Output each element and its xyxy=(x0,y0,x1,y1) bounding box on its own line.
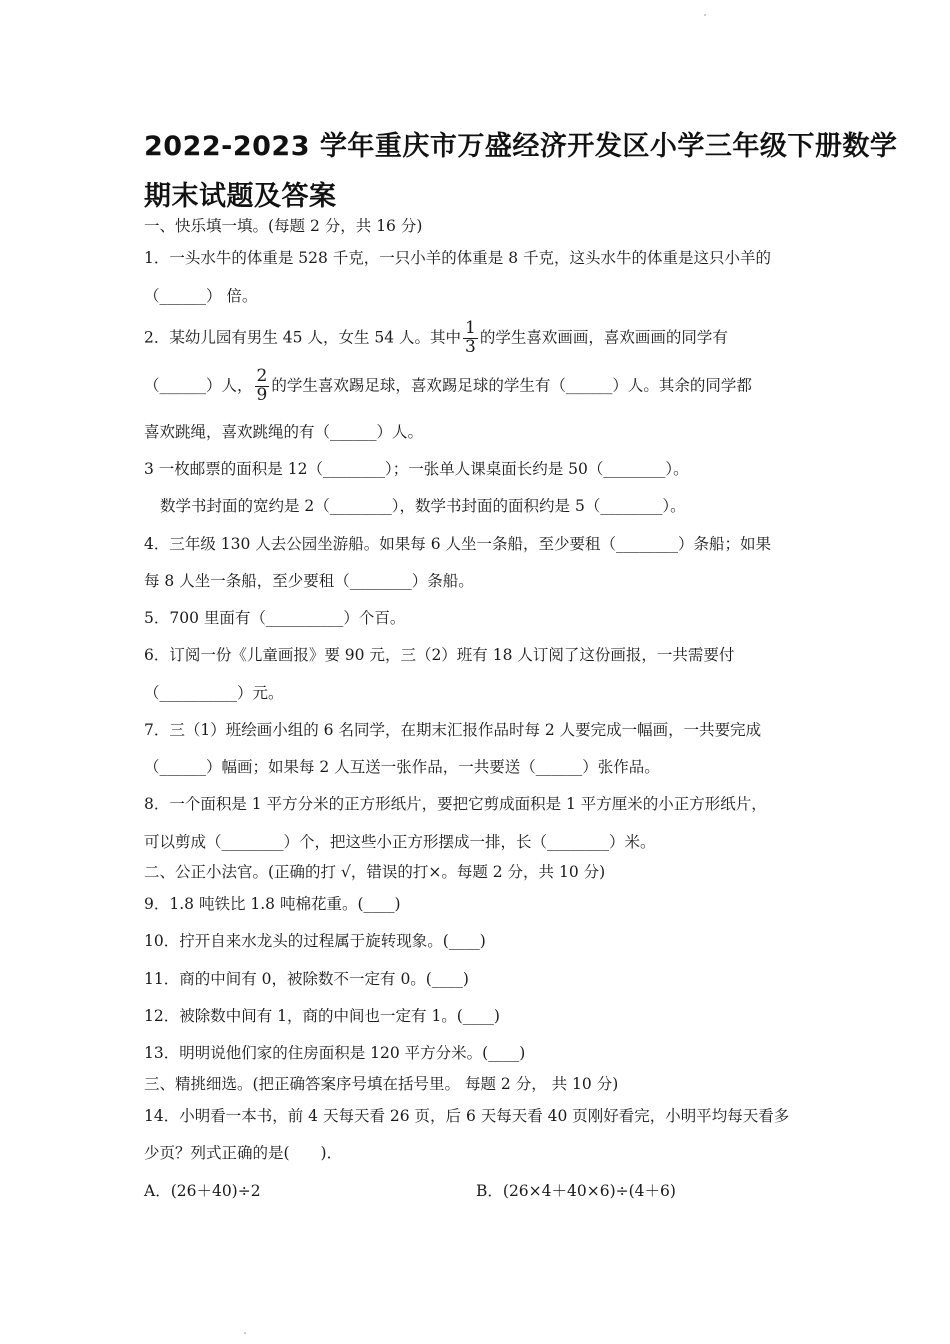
question-3-line-2: 数学书封面的宽约是 2（________），数学书封面的面积约是 5（________）。 xyxy=(160,497,686,515)
question-3-line-1: 3 一枚邮票的面积是 12（________）；一张单人课桌面长约是 50（________）。 xyxy=(144,460,689,478)
fraction-one-third xyxy=(463,320,478,357)
question-9: 9．1.8 吨铁比 1.8 吨棉花重。(____) xyxy=(144,895,401,913)
question-6-line-2: （__________）元。 xyxy=(144,684,284,702)
question-13: 13．明明说他们家的住房面积是 120 平方分米。(____) xyxy=(144,1044,526,1062)
question-6-line-1: 6．订阅一份《儿童画报》要 90 元，三（2）班有 18 人订阅了这份画报，一共需要付 xyxy=(144,646,735,664)
question-14-option-b: B．(26×4＋40×6)÷(4＋6) xyxy=(476,1182,676,1200)
question-2-line-2 xyxy=(144,368,752,405)
question-14-line-2: 少页？列式正确的是( )． xyxy=(144,1144,343,1162)
fraction-numerator: 1 xyxy=(465,318,476,338)
question-2-line-2-post: 的学生喜欢踢足球，喜欢踢足球的学生有（______）人。其余的同学都 xyxy=(271,376,752,395)
question-2-line-2-pre: （______）人， xyxy=(144,376,253,395)
fraction-denominator: 9 xyxy=(256,384,268,405)
question-4-line-1: 4．三年级 130 人去公园坐游船。如果每 6 人坐一条船，至少要租（________）条船；如果 xyxy=(144,535,772,553)
question-12: 12．被除数中间有 1，商的中间也一定有 1。(____) xyxy=(144,1007,500,1025)
fraction-denominator: 3 xyxy=(465,336,476,357)
question-5: 5．700 里面有（__________）个百。 xyxy=(144,609,406,627)
question-4-line-2: 每 8 人坐一条船，至少要租（________）条船。 xyxy=(144,572,474,590)
question-8-line-2: 可以剪成（________）个，把这些小正方形摆成一排，长（________）米。 xyxy=(144,833,656,851)
question-7-line-1: 7．三（1）班绘画小组的 6 名同学，在期末汇报作品时每 2 人要完成一幅画，一共要完成 xyxy=(144,721,762,739)
question-1-line-2: （______） 倍。 xyxy=(144,287,258,305)
fraction-two-ninths xyxy=(255,368,270,405)
question-8-line-1: 8．一个面积是 1 平方分米的正方形纸片，要把它剪成面积是 1 平方厘米的小正方形纸片， xyxy=(144,795,767,813)
question-2-line-1 xyxy=(144,320,728,357)
question-11: 11．商的中间有 0，被除数不一定有 0。(____) xyxy=(144,970,469,988)
question-2-line-3: 喜欢跳绳，喜欢跳绳的有（______）人。 xyxy=(144,423,424,441)
section-2-heading: 二、公正小法官。(正确的打 √，错误的打×。每题 2 分，共 10 分) xyxy=(144,863,606,881)
question-2-text-pre: 2．某幼儿园有男生 45 人，女生 54 人。其中 xyxy=(144,328,462,347)
question-2-text-post: 的学生喜欢画画，喜欢画画的同学有 xyxy=(479,328,728,347)
scan-dot xyxy=(704,14,706,16)
question-1-line-1: 1．一头水牛的体重是 528 千克，一只小羊的体重是 8 千克，这头水牛的体重是这只小羊的 xyxy=(144,249,772,267)
question-14-option-a: A．(26＋40)÷2 xyxy=(144,1182,261,1200)
scan-dot xyxy=(244,1332,246,1334)
document-title-line-1: 2022-2023 学年重庆市万盛经济开发区小学三年级下册数学 xyxy=(144,131,898,162)
fraction-numerator: 2 xyxy=(256,366,268,386)
question-14-line-1: 14．小明看一本书，前 4 天每天看 26 页，后 6 天每天看 40 页刚好看完，小明平均每天看多 xyxy=(144,1107,790,1125)
section-3-heading: 三、精挑细选。(把正确答案序号填在括号里。 每题 2 分， 共 10 分) xyxy=(144,1075,619,1093)
question-7-line-2: （______）幅画；如果每 2 人互送一张作品，一共要送（______）张作品。 xyxy=(144,758,660,776)
section-1-heading: 一、快乐填一填。(每题 2 分，共 16 分) xyxy=(144,217,423,235)
document-title-line-2: 期末试题及答案 xyxy=(144,181,337,212)
question-10: 10．拧开自来水龙头的过程属于旋转现象。(____) xyxy=(144,932,486,950)
